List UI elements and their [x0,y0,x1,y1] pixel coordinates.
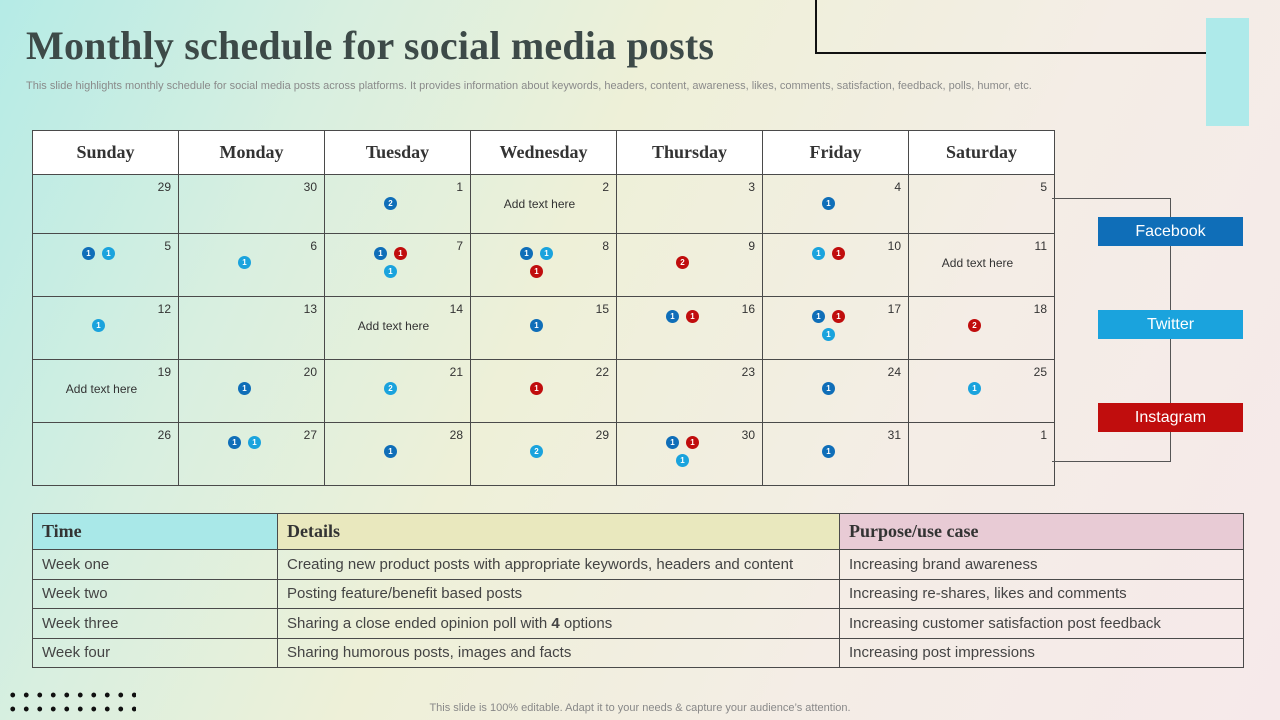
calendar-day-cell [33,297,179,360]
header-purpose: Purpose/use case [840,514,1244,550]
day-number: 16 [741,302,755,316]
day-number: 31 [887,428,901,442]
day-number: 23 [741,365,755,379]
calendar-day-cell [33,423,179,486]
table-row [33,579,1244,609]
day-number: 29 [157,180,171,194]
calendar-week-row [33,175,1055,234]
post-markers [471,382,602,395]
post-markers [617,436,748,467]
post-markers [33,319,164,332]
calendar-day-cell [763,175,909,234]
weekly-plan-table [32,513,1244,668]
post-markers [325,247,456,278]
calendar-body [33,175,1055,486]
details-cell: Sharing humorous posts, images and facts [278,638,840,668]
facebook-post-marker: 1 [812,310,825,323]
day-number: 12 [157,302,171,316]
legend-twitter: Twitter [1098,310,1243,339]
instagram-post-marker: 2 [968,319,981,332]
calendar-day-cell [179,360,325,423]
day-note: Add text here [941,256,1014,270]
day-header-sunday: Sunday [33,131,179,175]
post-markers [617,310,748,323]
day-number: 8 [602,239,609,253]
decorative-accent-block [1206,18,1249,126]
twitter-post-marker: 1 [384,265,397,278]
post-markers [763,247,894,260]
time-cell: Week one [33,550,278,580]
weekly-plan-header-row [33,514,1244,550]
calendar-day-cell [325,234,471,297]
day-number: 11 [1034,239,1047,253]
header-details: Details [278,514,840,550]
day-header-monday: Monday [179,131,325,175]
day-header-tuesday: Tuesday [325,131,471,175]
facebook-post-marker: 1 [530,319,543,332]
calendar-day-cell [763,360,909,423]
calendar-day-cell [617,175,763,234]
header-time: Time [33,514,278,550]
post-markers [33,247,164,260]
twitter-post-marker: 1 [238,256,251,269]
calendar-day-cell [909,423,1055,486]
day-number: 28 [449,428,463,442]
day-number: 24 [887,365,901,379]
time-cell: Week three [33,609,278,639]
day-number: 5 [164,239,171,253]
facebook-post-marker: 1 [238,382,251,395]
details-cell: Creating new product posts with appropriate keywords, headers and content [278,550,840,580]
day-number: 1 [1040,428,1047,442]
page-subtitle: This slide highlights monthly schedule for social media posts across platforms. It provides information about keywords, headers, content, awareness, likes, comments, satisfaction, feedback, polls, humor, etc. [26,80,1032,92]
instagram-post-marker: 1 [686,310,699,323]
facebook-post-marker: 1 [374,247,387,260]
day-number: 5 [1040,180,1047,194]
day-number: 1 [456,180,463,194]
calendar-week-row [33,360,1055,423]
calendar-day-cell [617,297,763,360]
calendar-day-cell [471,360,617,423]
page-title: Monthly schedule for social media posts [26,23,715,68]
calendar-day-cell [33,360,179,423]
facebook-post-marker: 1 [666,310,679,323]
day-number: 29 [595,428,609,442]
calendar-day-cell [471,234,617,297]
facebook-post-marker: 1 [822,445,835,458]
facebook-post-marker: 1 [384,445,397,458]
calendar-day-cell [763,234,909,297]
calendar-day-cell [325,175,471,234]
instagram-post-marker: 1 [530,382,543,395]
calendar-day-cell [471,423,617,486]
monthly-calendar [32,130,1055,486]
calendar-day-cell [179,423,325,486]
instagram-post-marker: 2 [676,256,689,269]
twitter-post-marker: 1 [248,436,261,449]
calendar-day-cell [325,297,471,360]
calendar-day-cell [909,297,1055,360]
day-number: 25 [1033,365,1047,379]
calendar-day-cell [909,234,1055,297]
twitter-post-marker: 2 [530,445,543,458]
twitter-post-marker: 1 [540,247,553,260]
day-note: Add text here [503,197,576,211]
post-markers [617,256,748,269]
decorative-corner-line [815,0,1215,54]
calendar-day-cell [617,360,763,423]
purpose-cell: Increasing re-shares, likes and comments [840,579,1244,609]
purpose-cell: Increasing brand awareness [840,550,1244,580]
time-cell: Week four [33,638,278,668]
twitter-post-marker: 1 [92,319,105,332]
calendar-day-cell [179,234,325,297]
facebook-post-marker: 1 [228,436,241,449]
post-markers [763,382,894,395]
day-number: 14 [449,302,463,316]
legend-facebook: Facebook [1098,217,1243,246]
post-markers [763,310,894,341]
day-header-thursday: Thursday [617,131,763,175]
post-markers [909,319,1040,332]
calendar-day-cell [471,297,617,360]
post-markers [763,445,894,458]
day-header-wednesday: Wednesday [471,131,617,175]
post-markers [325,445,456,458]
day-number: 21 [449,365,463,379]
post-markers [471,319,602,332]
details-text: options [559,614,613,632]
calendar-week-row [33,297,1055,360]
calendar-day-cell [763,423,909,486]
post-markers [179,382,310,395]
day-header-friday: Friday [763,131,909,175]
table-row [33,609,1244,639]
twitter-post-marker: 1 [812,247,825,260]
facebook-post-marker: 1 [666,436,679,449]
post-markers [325,197,456,210]
day-number: 2 [602,180,609,194]
post-markers [179,436,310,449]
day-number: 10 [887,239,901,253]
twitter-post-marker: 1 [102,247,115,260]
facebook-post-marker: 2 [384,197,397,210]
day-number: 15 [595,302,609,316]
table-row [33,638,1244,668]
instagram-post-marker: 1 [686,436,699,449]
day-number: 4 [894,180,901,194]
facebook-post-marker: 1 [822,197,835,210]
post-markers [909,382,1040,395]
facebook-post-marker: 1 [520,247,533,260]
calendar-day-cell [179,175,325,234]
calendar-day-cell [33,234,179,297]
calendar-day-cell [617,423,763,486]
time-cell: Week two [33,579,278,609]
day-number: 27 [303,428,317,442]
details-cell: Posting feature/benefit based posts [278,579,840,609]
calendar-week-row [33,423,1055,486]
day-number: 18 [1033,302,1047,316]
twitter-post-marker: 2 [384,382,397,395]
instagram-post-marker: 1 [394,247,407,260]
post-markers [179,256,310,269]
day-note: Add text here [65,382,138,396]
calendar-day-cell [179,297,325,360]
day-header-saturday: Saturday [909,131,1055,175]
post-markers [471,445,602,458]
day-number: 17 [887,302,901,316]
legend-instagram: Instagram [1098,403,1243,432]
twitter-post-marker: 1 [676,454,689,467]
calendar-day-cell [763,297,909,360]
details-cell [278,609,840,639]
day-number: 26 [157,428,171,442]
day-number: 3 [748,180,755,194]
purpose-cell: Increasing post impressions [840,638,1244,668]
post-markers [763,197,894,210]
day-number: 30 [303,180,317,194]
post-markers [325,382,456,395]
day-number: 9 [748,239,755,253]
day-number: 22 [595,365,609,379]
calendar-day-cell [325,423,471,486]
day-number: 13 [303,302,317,316]
details-emphasis: 4 [551,614,560,632]
facebook-post-marker: 1 [82,247,95,260]
instagram-post-marker: 1 [832,247,845,260]
calendar-day-cell [471,175,617,234]
day-number: 6 [310,239,317,253]
calendar-day-cell [33,175,179,234]
day-number: 30 [741,428,755,442]
calendar-week-row [33,234,1055,297]
instagram-post-marker: 1 [832,310,845,323]
day-number: 7 [456,239,463,253]
day-number: 20 [303,365,317,379]
calendar-day-cell [909,175,1055,234]
post-markers [471,247,602,278]
calendar-day-cell [325,360,471,423]
footer-note: This slide is 100% editable. Adapt it to your needs & capture your audience’s attention. [429,702,851,714]
day-note: Add text here [357,319,430,333]
calendar-day-cell [909,360,1055,423]
day-number: 19 [157,365,171,379]
calendar-header-row [33,131,1055,175]
facebook-post-marker: 1 [822,382,835,395]
details-text: Sharing a close ended opinion poll with [287,614,552,632]
table-row [33,550,1244,580]
instagram-post-marker: 1 [530,265,543,278]
twitter-post-marker: 1 [822,328,835,341]
calendar-day-cell [617,234,763,297]
purpose-cell: Increasing customer satisfaction post feedback [840,609,1244,639]
twitter-post-marker: 1 [968,382,981,395]
